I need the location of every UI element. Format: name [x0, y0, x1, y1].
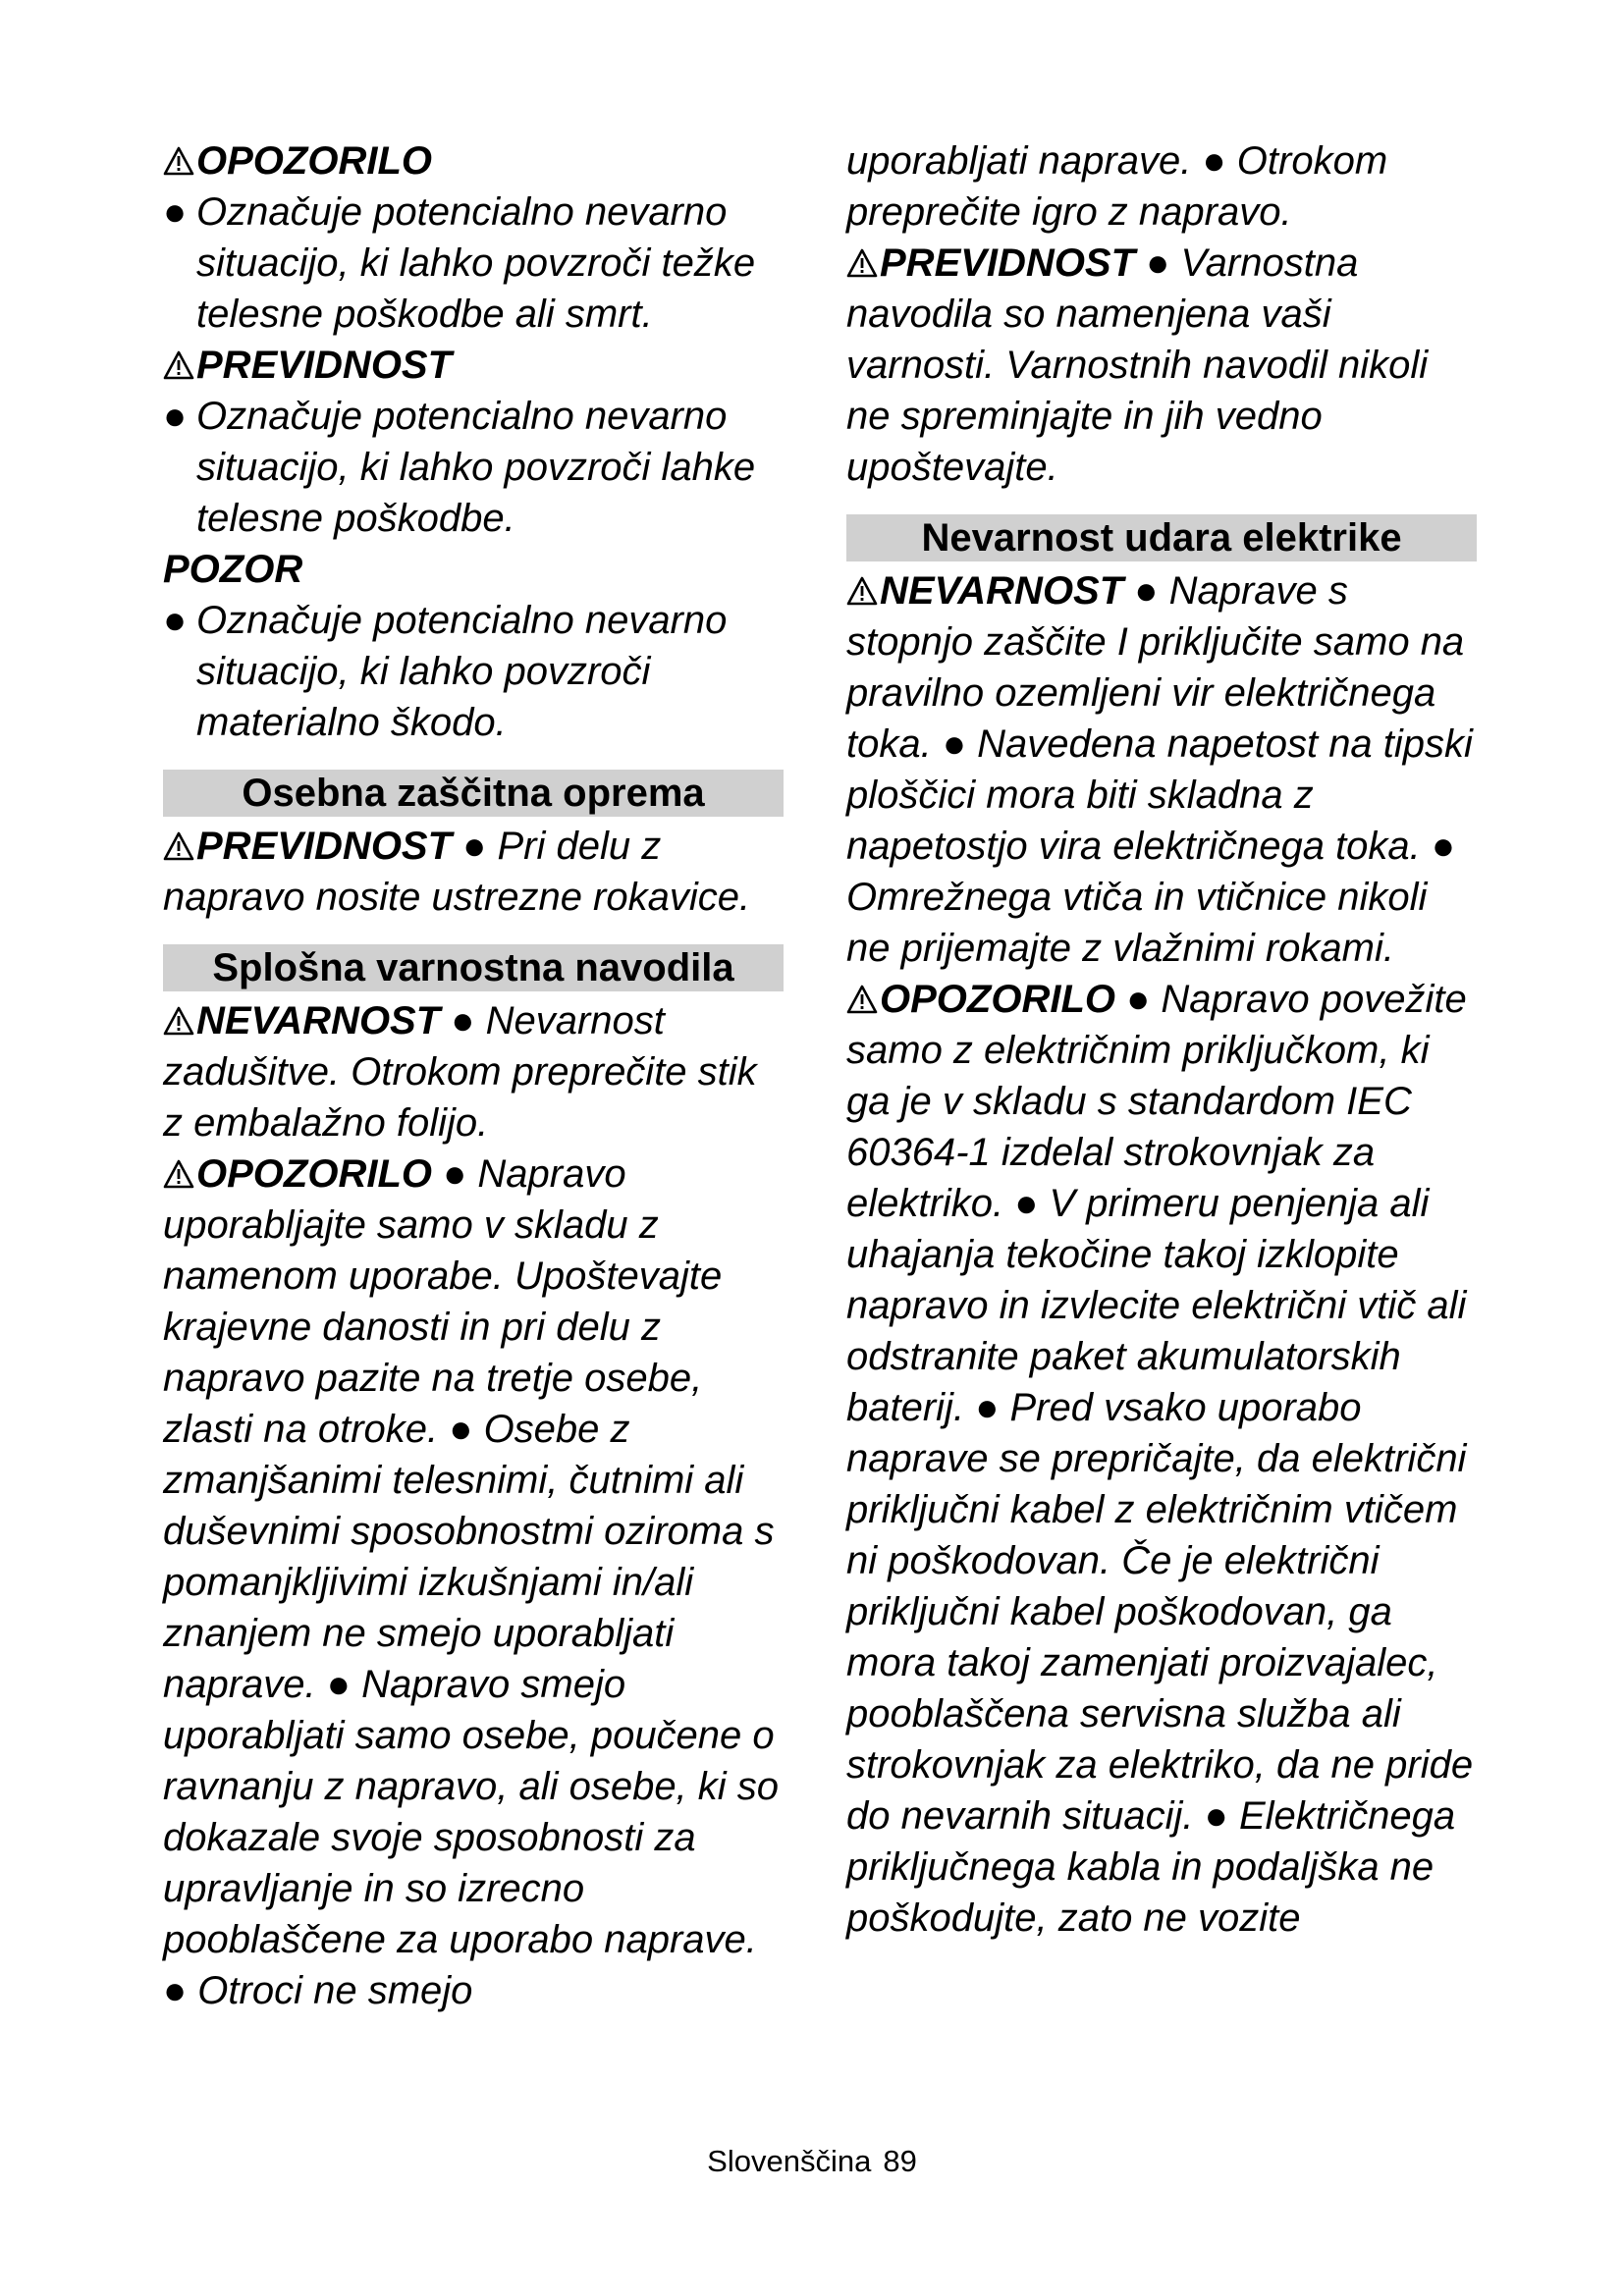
- warning-triangle-icon: [163, 1006, 194, 1036]
- warning-triangle-icon: [846, 985, 878, 1014]
- def-heading-previdnost: PREVIDNOST: [163, 340, 784, 391]
- bullet-icon: ●: [1204, 1794, 1228, 1838]
- warning-triangle-icon: [163, 1159, 194, 1189]
- warning-triangle-icon: [163, 350, 194, 380]
- bullet-icon: ●: [1126, 978, 1151, 1021]
- general-safety-danger-paragraph: NEVARNOST ● Nevarnost zadušitve. Otrokom preprečite stik z embalažno folijo.: [163, 999, 757, 1145]
- caution-paragraph: PREVIDNOST ● Varnostna navodila so namenjena vaši varnosti. Varnostnih navodil nikoli ne spreminjajte in jih vedno upoštevajte.: [846, 241, 1429, 489]
- bullet-icon: ●: [326, 1663, 351, 1706]
- protective-equipment-paragraph: PREVIDNOST ● Pri delu z napravo nosite ustrezne rokavice.: [163, 825, 751, 919]
- electric-shock-danger-paragraph: NEVARNOST ● Naprave s stopnjo zaščite I priključite samo na pravilno ozemljeni vir električnega toka. ● Navedena napetost na tipski ploščici mora biti skladna z napetostjo vira električnega toka. ● Omrežnega vtiča in vtičnice nikoli ne prijemajte z vlažnimi rokami.: [846, 569, 1473, 970]
- bullet-icon: ●: [975, 1386, 1000, 1429]
- bullet-icon: ●: [1431, 825, 1456, 868]
- def-heading-opozorilo: OPOZORILO: [163, 135, 784, 187]
- bullet-icon: ●: [462, 825, 487, 868]
- section-heading-electric-shock: Nevarnost udara elektrike: [846, 514, 1477, 561]
- bullet-icon: ●: [163, 190, 188, 234]
- section-heading-protective-equipment: Osebna zaščitna oprema: [163, 770, 784, 817]
- bullet-icon: ●: [1146, 241, 1170, 285]
- bullet-icon: ●: [163, 395, 188, 438]
- def-text-pozor: ● Označuje potencialno nevarno situacijo, ki lahko povzroči materialno škodo.: [163, 595, 784, 748]
- continued-paragraph: uporabljati naprave. ● Otrokom preprečite igro z napravo.: [846, 139, 1388, 234]
- bullet-icon: ●: [163, 599, 188, 642]
- bullet-icon: ●: [163, 1969, 188, 2012]
- warning-triangle-icon: [846, 576, 878, 606]
- general-safety-warning-paragraph: OPOZORILO ● Napravo uporabljajte samo v skladu z namenom uporabe. Upoštevajte krajevne danosti in pri delu z napravo pazite na tretje osebe, zlasti na otroke. ● Osebe z zmanjšanimi telesnimi, čutnimi ali duševnimi sposobnostmi oziroma s pomanjkljivimi izkušnjami in/ali znanjem ne smejo uporabljati naprave. ● Napravo smejo uporabljati samo osebe, poučene o ravnanju z napravo, ali osebe, ki so dokazale svoje sposobnosti za upravljanje in so izrecno pooblaščene za uporabo naprave. ● Otroci ne smejo: [163, 1152, 780, 2012]
- page-number: 89: [883, 2144, 917, 2178]
- page-footer: [0, 2144, 1624, 2179]
- warning-triangle-icon: [163, 831, 194, 861]
- footer-language: Slovenščina: [707, 2144, 872, 2178]
- warning-triangle-icon: [163, 146, 194, 176]
- def-text-previdnost: ● Označuje potencialno nevarno situacijo, ki lahko povzroči lahke telesne poškodbe.: [163, 391, 784, 544]
- def-heading-pozor: POZOR: [163, 548, 303, 591]
- bullet-icon: ●: [443, 1152, 467, 1196]
- warning-triangle-icon: [846, 248, 878, 278]
- section-heading-general-safety: Splošna varnostna navodila: [163, 944, 784, 991]
- bullet-icon: ●: [451, 999, 475, 1042]
- left-column: [163, 135, 784, 2016]
- def-text-opozorilo: ● Označuje potencialno nevarno situacijo, ki lahko povzroči težke telesne poškodbe ali smrt.: [163, 187, 784, 340]
- right-column: [846, 135, 1477, 1944]
- bullet-icon: ●: [1202, 139, 1226, 183]
- bullet-icon: ●: [942, 722, 967, 766]
- bullet-icon: ●: [449, 1408, 473, 1451]
- bullet-icon: ●: [1134, 569, 1159, 613]
- electric-shock-warning-paragraph: OPOZORILO ● Napravo povežite samo z električnim priključkom, ki ga je v skladu s standardom IEC 60364-1 izdelal strokovnjak za elektriko. ● V primeru penjenja ali uhajanja tekočine takoj izklopite napravo in izvlecite električni vtič ali odstranite paket akumulatorskih baterij. ● Pred vsako uporabo naprave se prepričajte, da električni priključni kabel z električnim vtičem ni poškodovan. Če je električni priključni kabel poškodovan, ga mora takoj zamenjati proizvajalec, pooblaščena servisna služba ali strokovnjak za elektriko, da ne pride do nevarnih situacij. ● Električnega priključnega kabla in podaljška ne poškodujte, zato ne vozite: [846, 978, 1474, 1940]
- bullet-icon: ●: [1014, 1182, 1039, 1225]
